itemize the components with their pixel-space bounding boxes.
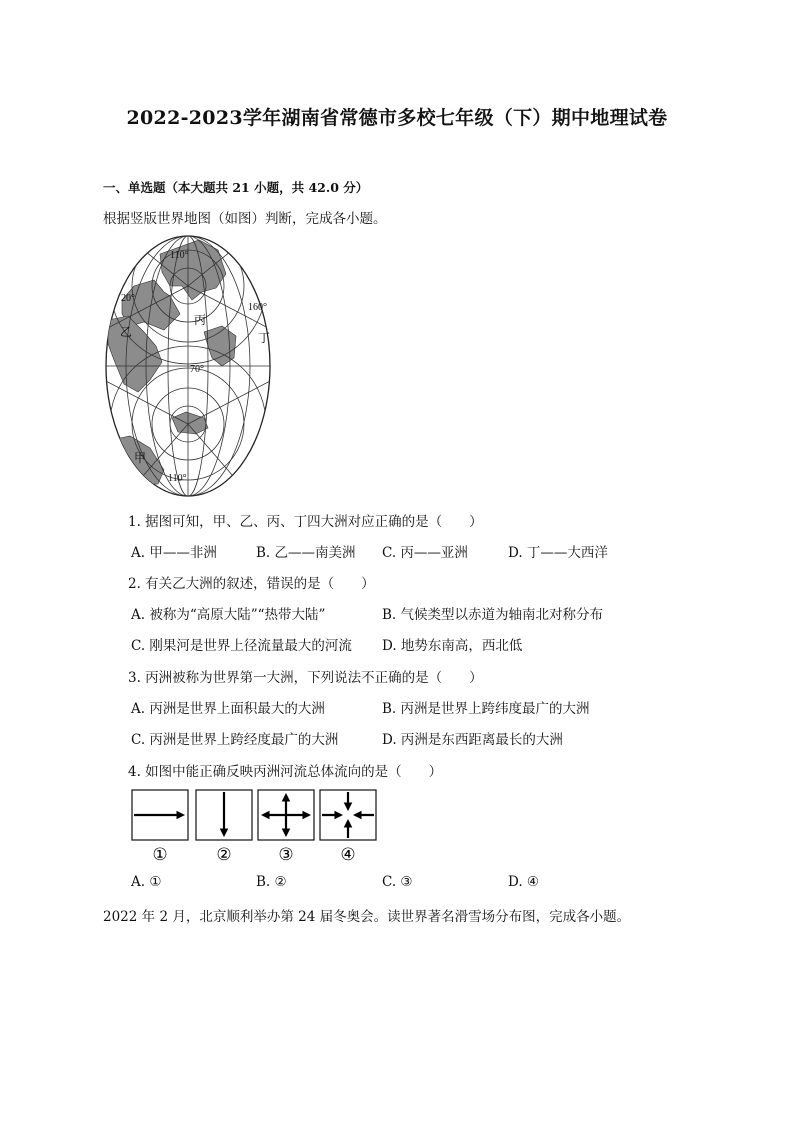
question-3-option-b[interactable]: B. 丙洲是世界上跨纬度最广的大洲 — [382, 701, 590, 717]
vertical-world-map — [104, 234, 272, 498]
question-2-option-d[interactable]: D. 地势东南高，西北低 — [382, 638, 523, 654]
question-4-option-d[interactable]: D. ④ — [508, 874, 540, 890]
figure-number-4: ④ — [340, 845, 356, 864]
question-1-option-b[interactable]: B. 乙——南美洲 — [256, 545, 356, 561]
question-2-option-a[interactable]: A. 被称为“高原大陆”“热带大陆” — [131, 607, 326, 623]
map-label-lon-mid: 70° — [190, 364, 204, 375]
map-label-bing: 丙 — [194, 313, 207, 327]
map-label-jia: 甲 — [134, 451, 147, 465]
map-label-lon-top: 110° — [170, 250, 189, 261]
map-label-lon-right: 160° — [248, 302, 267, 313]
river-flow-direction-figure — [130, 788, 380, 864]
question-2-option-c[interactable]: C. 刚果河是世界上径流量最大的河流 — [131, 638, 352, 654]
next-group-intro: 2022 年 2 月，北京顺利举办第 24 届冬奥会。读世界著名滑雪场分布图，完成各小题。 — [103, 909, 631, 925]
question-2-option-b[interactable]: B. 气候类型以赤道为轴南北对称分布 — [382, 607, 604, 623]
question-2-stem: 2. 有关乙大洲的叙述，错误的是（ ） — [128, 576, 375, 592]
map-label-yi: 乙 — [120, 325, 133, 339]
figure-number-1: ① — [152, 845, 168, 864]
page-title: 2022-2023学年湖南省常德市多校七年级（下）期中地理试卷 — [126, 107, 668, 129]
question-1-stem: 1. 据图可知，甲、乙、丙、丁四大洲对应正确的是（ ） — [128, 514, 483, 530]
section-heading: 一、单选题（本大题共 21 小题，共 42.0 分） — [103, 180, 369, 195]
question-3-option-d[interactable]: D. 丙洲是东西距离最长的大洲 — [382, 732, 563, 748]
map-label-lat-left: 20° — [121, 293, 135, 304]
question-3-option-c[interactable]: C. 丙洲是世界上跨经度最广的大洲 — [131, 732, 339, 748]
question-1-option-c[interactable]: C. 丙——亚洲 — [382, 545, 468, 561]
question-1-option-a[interactable]: A. 甲——非洲 — [131, 545, 217, 561]
question-3-option-a[interactable]: A. 丙洲是世界上面积最大的大洲 — [131, 701, 325, 717]
question-4-option-b[interactable]: B. ② — [256, 874, 287, 890]
question-3-stem: 3. 丙洲被称为世界第一大洲，下列说法不正确的是（ ） — [128, 670, 483, 686]
graticule — [104, 234, 272, 498]
question-4-stem: 4. 如图中能正确反映丙洲河流总体流向的是（ ） — [128, 764, 443, 780]
map-label-ding: 丁 — [258, 331, 271, 345]
question-4-option-a[interactable]: A. ① — [131, 874, 162, 890]
map-label-lon-bottom: 110° — [168, 473, 187, 484]
intro-text: 根据竖版世界地图（如图）判断，完成各小题。 — [103, 211, 387, 227]
question-4-option-c[interactable]: C. ③ — [382, 874, 413, 890]
figure-number-3: ③ — [278, 845, 294, 864]
question-1-option-d[interactable]: D. 丁——大西洋 — [508, 545, 608, 561]
figure-number-2: ② — [216, 845, 232, 864]
